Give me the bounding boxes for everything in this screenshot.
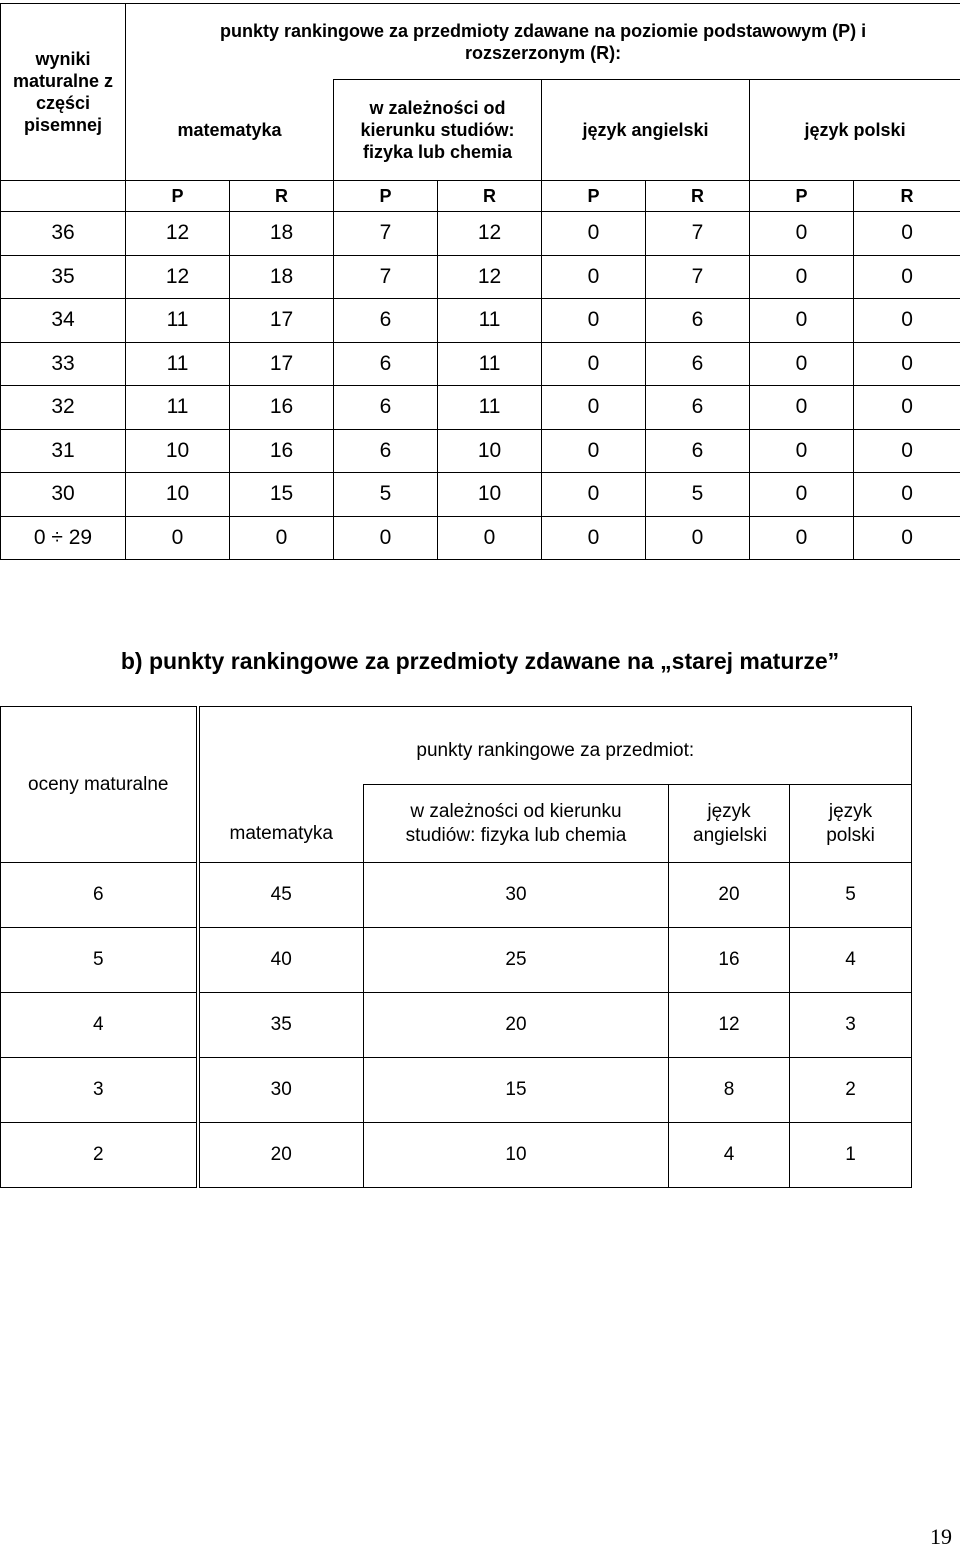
points-cell: 0 bbox=[126, 516, 230, 560]
points-cell: 0 bbox=[750, 212, 854, 256]
points-cell: 16 bbox=[230, 386, 334, 430]
table-b-body bbox=[1, 863, 912, 1188]
points-cell: 6 bbox=[646, 429, 750, 473]
points-cell: 6 bbox=[646, 299, 750, 343]
subject-header-physics-chemistry: w zależności od kierunku studiów: fizyka lub chemia bbox=[364, 785, 669, 863]
table-row bbox=[1, 212, 960, 256]
grade-cell: 5 bbox=[1, 928, 198, 993]
ranking-table-new-matura bbox=[0, 3, 960, 560]
points-cell: 4 bbox=[790, 928, 912, 993]
score-cell: 0 ÷ 29 bbox=[1, 516, 126, 560]
level-label: P bbox=[750, 181, 854, 212]
level-label: R bbox=[854, 181, 960, 212]
points-cell: 0 bbox=[230, 516, 334, 560]
points-cell: 15 bbox=[230, 473, 334, 517]
table-row bbox=[1, 516, 960, 560]
points-cell: 2 bbox=[790, 1058, 912, 1123]
grades-header: oceny maturalne bbox=[1, 707, 198, 863]
table-a-body bbox=[1, 212, 960, 560]
points-cell: 0 bbox=[854, 255, 960, 299]
points-cell: 0 bbox=[542, 212, 646, 256]
points-cell: 7 bbox=[646, 255, 750, 299]
points-cell: 45 bbox=[198, 863, 364, 928]
points-cell: 16 bbox=[230, 429, 334, 473]
level-row bbox=[1, 181, 960, 212]
table-row bbox=[1, 863, 912, 928]
score-cell: 31 bbox=[1, 429, 126, 473]
points-cell: 6 bbox=[334, 429, 438, 473]
points-cell: 20 bbox=[198, 1123, 364, 1188]
group-header: punkty rankingowe za przedmioty zdawane na poziomie podstawowym (P) i rozszerzonym (R): bbox=[126, 4, 960, 80]
points-cell: 0 bbox=[542, 342, 646, 386]
points-cell: 18 bbox=[230, 212, 334, 256]
ranking-table-old-matura bbox=[0, 706, 912, 1188]
points-cell: 0 bbox=[334, 516, 438, 560]
level-label: R bbox=[230, 181, 334, 212]
points-cell: 6 bbox=[646, 386, 750, 430]
table-row bbox=[1, 1058, 912, 1123]
points-cell: 10 bbox=[438, 473, 542, 517]
points-cell: 10 bbox=[364, 1123, 669, 1188]
points-cell: 11 bbox=[126, 342, 230, 386]
points-cell: 0 bbox=[750, 255, 854, 299]
grade-cell: 4 bbox=[1, 993, 198, 1058]
grade-cell: 2 bbox=[1, 1123, 198, 1188]
level-corner-cell bbox=[1, 181, 126, 212]
points-cell: 0 bbox=[854, 386, 960, 430]
table-row bbox=[1, 342, 960, 386]
level-label: P bbox=[334, 181, 438, 212]
points-cell: 7 bbox=[334, 255, 438, 299]
page-number: 19 bbox=[930, 1524, 952, 1549]
subject-header-polish: język polski bbox=[750, 80, 960, 181]
score-cell: 33 bbox=[1, 342, 126, 386]
level-label: P bbox=[126, 181, 230, 212]
points-cell: 1 bbox=[790, 1123, 912, 1188]
points-cell: 0 bbox=[854, 516, 960, 560]
points-cell: 7 bbox=[334, 212, 438, 256]
table-row bbox=[1, 255, 960, 299]
points-cell: 12 bbox=[669, 993, 790, 1058]
subject-header-math: matematyka bbox=[198, 785, 364, 863]
table-row bbox=[1, 299, 960, 343]
points-cell: 18 bbox=[230, 255, 334, 299]
points-cell: 0 bbox=[438, 516, 542, 560]
score-cell: 36 bbox=[1, 212, 126, 256]
grade-cell: 3 bbox=[1, 1058, 198, 1123]
points-cell: 5 bbox=[790, 863, 912, 928]
points-cell: 0 bbox=[750, 299, 854, 343]
score-cell: 34 bbox=[1, 299, 126, 343]
section-b-title: b) punkty rankingowe za przedmioty zdawane na „starej maturze” bbox=[120, 648, 840, 674]
points-cell: 30 bbox=[198, 1058, 364, 1123]
score-cell: 32 bbox=[1, 386, 126, 430]
points-cell: 30 bbox=[364, 863, 669, 928]
points-cell: 11 bbox=[438, 386, 542, 430]
points-cell: 0 bbox=[542, 255, 646, 299]
corner-header: wyniki maturalne z części pisemnej bbox=[1, 4, 126, 181]
points-cell: 0 bbox=[854, 212, 960, 256]
points-cell: 16 bbox=[669, 928, 790, 993]
subject-header-english: język angielski bbox=[669, 785, 790, 863]
points-cell: 0 bbox=[542, 299, 646, 343]
points-cell: 8 bbox=[669, 1058, 790, 1123]
points-cell: 12 bbox=[126, 212, 230, 256]
points-cell: 0 bbox=[854, 429, 960, 473]
points-cell: 0 bbox=[542, 473, 646, 517]
points-cell: 0 bbox=[854, 342, 960, 386]
points-cell: 35 bbox=[198, 993, 364, 1058]
points-cell: 6 bbox=[334, 299, 438, 343]
table-row bbox=[1, 993, 912, 1058]
points-cell: 11 bbox=[438, 299, 542, 343]
points-cell: 15 bbox=[364, 1058, 669, 1123]
points-cell: 10 bbox=[126, 429, 230, 473]
points-cell: 11 bbox=[126, 299, 230, 343]
points-cell: 0 bbox=[750, 516, 854, 560]
points-cell: 6 bbox=[334, 386, 438, 430]
points-cell: 25 bbox=[364, 928, 669, 993]
score-cell: 35 bbox=[1, 255, 126, 299]
points-cell: 4 bbox=[669, 1123, 790, 1188]
points-cell: 0 bbox=[750, 429, 854, 473]
points-cell: 10 bbox=[438, 429, 542, 473]
table-row bbox=[1, 386, 960, 430]
points-cell: 17 bbox=[230, 342, 334, 386]
points-cell: 6 bbox=[646, 342, 750, 386]
points-cell: 17 bbox=[230, 299, 334, 343]
points-cell: 0 bbox=[854, 473, 960, 517]
points-cell: 6 bbox=[334, 342, 438, 386]
points-cell: 5 bbox=[334, 473, 438, 517]
level-label: P bbox=[542, 181, 646, 212]
points-cell: 12 bbox=[438, 255, 542, 299]
table-row bbox=[1, 928, 912, 993]
points-cell: 7 bbox=[646, 212, 750, 256]
score-cell: 30 bbox=[1, 473, 126, 517]
subject-header-english: język angielski bbox=[542, 80, 750, 181]
points-cell: 5 bbox=[646, 473, 750, 517]
table-row bbox=[1, 429, 960, 473]
table-row bbox=[1, 1123, 912, 1188]
points-cell: 3 bbox=[790, 993, 912, 1058]
points-cell: 10 bbox=[126, 473, 230, 517]
points-cell: 20 bbox=[364, 993, 669, 1058]
points-cell: 12 bbox=[438, 212, 542, 256]
points-cell: 0 bbox=[542, 386, 646, 430]
level-label: R bbox=[438, 181, 542, 212]
grade-cell: 6 bbox=[1, 863, 198, 928]
points-cell: 40 bbox=[198, 928, 364, 993]
subject-header-physics-chemistry: w zależności od kierunku studiów: fizyka lub chemia bbox=[334, 80, 542, 181]
points-cell: 12 bbox=[126, 255, 230, 299]
subject-header-math: matematyka bbox=[126, 80, 334, 181]
group-header: punkty rankingowe za przedmiot: bbox=[198, 707, 912, 785]
points-cell: 11 bbox=[438, 342, 542, 386]
points-cell: 0 bbox=[750, 473, 854, 517]
points-cell: 0 bbox=[646, 516, 750, 560]
table-row bbox=[1, 473, 960, 517]
level-label: R bbox=[646, 181, 750, 212]
points-cell: 0 bbox=[750, 342, 854, 386]
subject-header-polish: język polski bbox=[790, 785, 912, 863]
points-cell: 20 bbox=[669, 863, 790, 928]
points-cell: 0 bbox=[542, 429, 646, 473]
points-cell: 0 bbox=[542, 516, 646, 560]
points-cell: 0 bbox=[854, 299, 960, 343]
points-cell: 11 bbox=[126, 386, 230, 430]
points-cell: 0 bbox=[750, 386, 854, 430]
